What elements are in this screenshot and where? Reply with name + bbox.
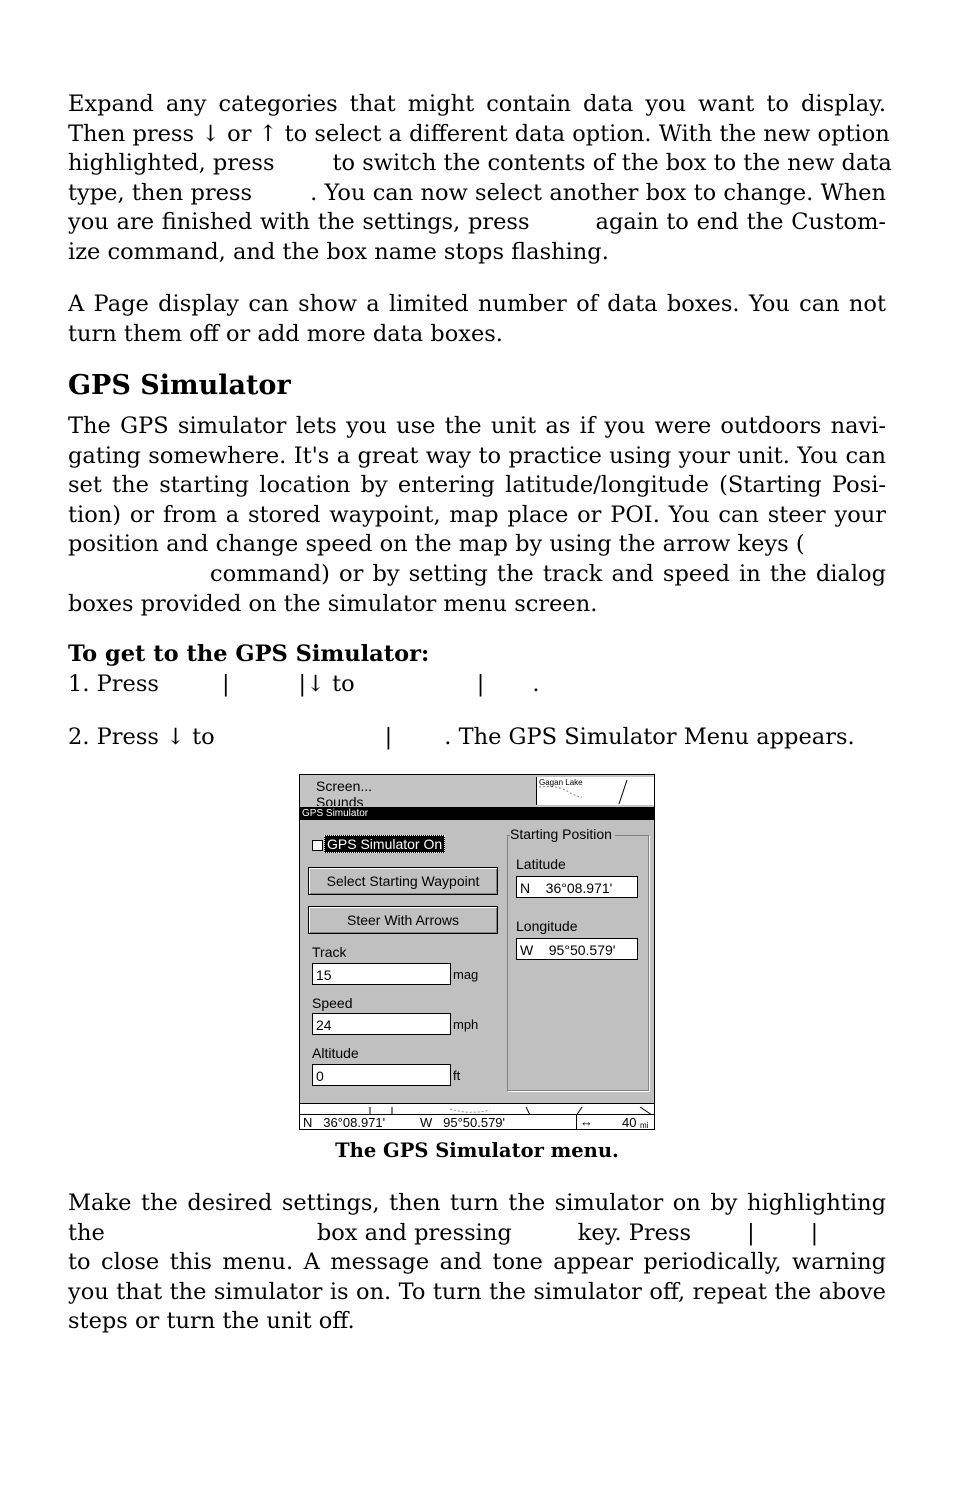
status-latitude: N 36°08.971': [303, 1115, 386, 1130]
text-line: type, then press . You can now select another box to change. When: [68, 179, 886, 206]
longitude-label: Longitude: [516, 918, 578, 934]
track-unit: mag: [453, 967, 479, 982]
latitude-label: Latitude: [516, 856, 566, 872]
menu-item-screen[interactable]: Screen...: [316, 778, 373, 794]
page-display-paragraph: [68, 290, 886, 349]
text-line: A Page display can show a limited number of data boxes. You can not: [68, 291, 886, 317]
status-zoom: 40: [622, 1115, 637, 1130]
map-thumbnail: [536, 777, 655, 805]
text-line: Expand any categories that might contain data you want to display.: [68, 91, 886, 117]
text-line: boxes provided on the simulator menu screen.: [68, 590, 598, 617]
text-line: you are finished with the settings, press again to end the Custom-: [68, 209, 887, 236]
text-line: to close this menu. A message and tone appear periodically, warning: [68, 1249, 886, 1276]
track-input[interactable]: 15: [312, 963, 451, 985]
text-line: Then press ↓ or ↑ to select a different data option. With the new option: [68, 120, 890, 147]
settings-paragraph: [68, 1189, 886, 1337]
text-line: the box and pressing key. Press | |: [68, 1219, 819, 1246]
simulator-dialog: [300, 820, 654, 1103]
procedure-heading: To get to the GPS Simulator:: [68, 641, 430, 667]
steer-with-arrows-button[interactable]: Steer With Arrows: [308, 906, 498, 934]
latitude-input[interactable]: N 36°08.971': [516, 876, 638, 898]
gps-simulator-screenshot: [299, 774, 655, 1130]
text-line: highlighted, press to switch the contents of the box to the new data: [68, 150, 892, 177]
text-line: The GPS simulator lets you use the unit as if you were outdoors navi-: [68, 413, 886, 439]
step-1: 1. Press | |↓ to | .: [68, 671, 540, 697]
text-line: steps or turn the unit off.: [68, 1308, 355, 1335]
altitude-label: Altitude: [312, 1045, 359, 1061]
zoom-arrows-icon: ↔: [576, 1114, 593, 1129]
speed-input[interactable]: 24: [312, 1013, 451, 1035]
map-thumbnail-graphic: [537, 777, 655, 805]
altitude-unit: ft: [453, 1068, 461, 1083]
map-strip: [300, 1103, 654, 1114]
speed-unit: mph: [453, 1017, 479, 1032]
track-label: Track: [312, 944, 347, 960]
text-line: ize command, and the box name stops flashing.: [68, 238, 609, 265]
text-line: Make the desired settings, then turn the simulator on by highlighting: [68, 1190, 886, 1216]
text-line: you that the simulator is on. To turn the simulator off, repeat the above: [68, 1278, 886, 1305]
select-starting-waypoint-button[interactable]: Select Starting Waypoint: [308, 867, 498, 895]
text-line: turn them off or add more data boxes.: [68, 320, 503, 347]
status-bar: [300, 1114, 654, 1130]
text-line: command) or by setting the track and speed in the dialog: [210, 560, 886, 587]
checkbox-icon[interactable]: [312, 840, 323, 851]
starting-position-group: [507, 835, 649, 1091]
altitude-input[interactable]: 0: [312, 1064, 451, 1086]
step-2: 2. Press ↓ to | . The GPS Simulator Menu appears.: [68, 724, 855, 750]
section-heading: GPS Simulator: [68, 370, 291, 401]
text-line: set the starting location by entering latitude/longitude (Starting Posi-: [68, 472, 886, 499]
figure-caption: The GPS Simulator menu.: [335, 1139, 619, 1162]
simulator-paragraph: [68, 412, 886, 619]
simulator-on-checkbox[interactable]: [312, 836, 445, 852]
starting-position-title: Starting Position: [510, 826, 615, 842]
text-line: tion) or from a stored waypoint, map place or POI. You can steer your: [68, 501, 886, 528]
longitude-input[interactable]: W 95°50.579': [516, 938, 638, 960]
checkbox-label: GPS Simulator On: [324, 835, 445, 853]
dialog-title: GPS Simulator: [300, 807, 654, 820]
menu-item-sounds[interactable]: Sounds: [316, 794, 364, 806]
status-zoom-unit: mi: [640, 1121, 649, 1130]
status-longitude: W 95°50.579': [420, 1115, 506, 1130]
speed-label: Speed: [312, 995, 353, 1011]
customize-paragraph: [68, 90, 892, 268]
text-line: position and change speed on the map by using the arrow keys (: [68, 531, 805, 558]
map-label: Gagan Lake: [539, 778, 583, 787]
text-line: gating somewhere. It's a great way to practice using your unit. You can: [68, 442, 886, 469]
